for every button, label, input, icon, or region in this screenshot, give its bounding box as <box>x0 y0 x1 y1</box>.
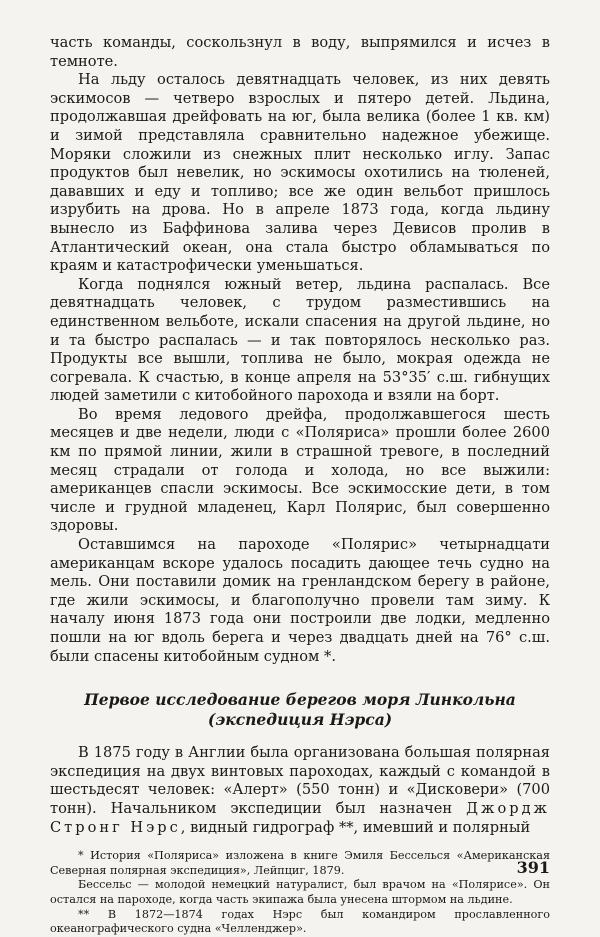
section-heading-line2: (экспедиция Нэрса) <box>207 710 393 730</box>
paragraph-remaining-crew: Оставшимся на пароходе «Полярис» четырнадцати американцам вскоре удалось посадить дающее течь судно на мель. Они поставили домик на гренландском берегу в районе, где жили эскимосы, и благополучно провели там зиму. К началу июня 1873 года они построили две лодки, медленно пошли на юг вдоль берега и через двадцать дней на 76° с.ш. были спасены китобойным судном *. <box>50 536 550 665</box>
section-heading-line1: Первое исследование берегов моря Линкольна <box>84 690 516 710</box>
footnote-1-continued: Бессельс — молодой немецкий натуралист, был врачом на «Полярисе». Он остался на пароходе, когда часть экипажа была унесена штормом на льдине. <box>50 878 550 906</box>
paragraph-nares-after: , видный гидрограф **, имевший и полярный <box>180 818 531 836</box>
paragraph-drift: Во время ледового дрейфа, продолжавшегося шесть месяцев и две недели, люди с «Поляриса» прошли более 2600 км по прямой линии, жили в страшной тревоге, в последний месяц страдали от голода и холода, но все выжили: американцев спасли эскимосы. Все эскимосские дети, в том числе и грудной младенец, Карл Полярис, был совершенно здоровы. <box>50 405 550 535</box>
section-text <box>50 744 550 837</box>
person-name-nares: Джордж Стронг Нэрс <box>50 799 550 836</box>
footnotes <box>50 849 550 937</box>
paragraph-continued: часть команды, соскользнул в воду, выпрямился и исчез в темноте. <box>50 34 550 70</box>
main-text <box>50 34 550 666</box>
page-number: 391 <box>516 858 550 877</box>
paragraph-ice-floe: На льду осталось девятнадцать человек, из них девять эскимосов — четверо взрослых и пятеро детей. Льдина, продолжавшая дрейфовать на юг, была велика (более 1 кв. км) и зимой представляла сравнительно надежное убежище. Моряки сложили из снежных плит несколько иглу. Запас продуктов был невелик, но эскимосы охотились на тюленей, дававших и еду и топливо; все же один вельбот пришлось изрубить на дрова. Но в апреле 1873 года, когда льдину вынесло из Баффинова залива через Девисов пролив в Атлантический океан, она стала быстро обламываться по краям и катастрофически уменьшаться. <box>50 71 550 275</box>
paragraph-south-wind: Когда поднялся южный ветер, льдина распалась. Все девятнадцать человек, с трудом разместившись на единственном вельботе, искали спасения на другой льдине, но и та быстро распалась — и так повторялось несколько раз. Продукты все вышли, топлива не было, мокрая одежда не согревала. К счастью, в конце апреля на 53°35′ с.ш. гибнущих людей заметили с китобойного парохода и взяли на борт. <box>50 275 550 405</box>
section-heading <box>50 690 550 730</box>
paragraph-nares-before: В 1875 году в Англии была организована большая полярная экспедиция на двух винтовых пароходах, каждый с командой в шестьдесят человек: «Алерт» (550 тонн) и «Дисковери» (700 тонн). Начальником экспедиции был назначен <box>50 744 550 817</box>
footnote-1: * История «Поляриса» изложена в книге Эмиля Бесселься «Американская Северная полярная экспедиция», Лейпциг, 1879. <box>50 849 550 877</box>
paragraph-nares-expedition <box>50 744 550 837</box>
footnote-2: ** В 1872—1874 годах Нэрс был командиром прославленного океанографического судна «Челленджер». <box>50 907 550 936</box>
